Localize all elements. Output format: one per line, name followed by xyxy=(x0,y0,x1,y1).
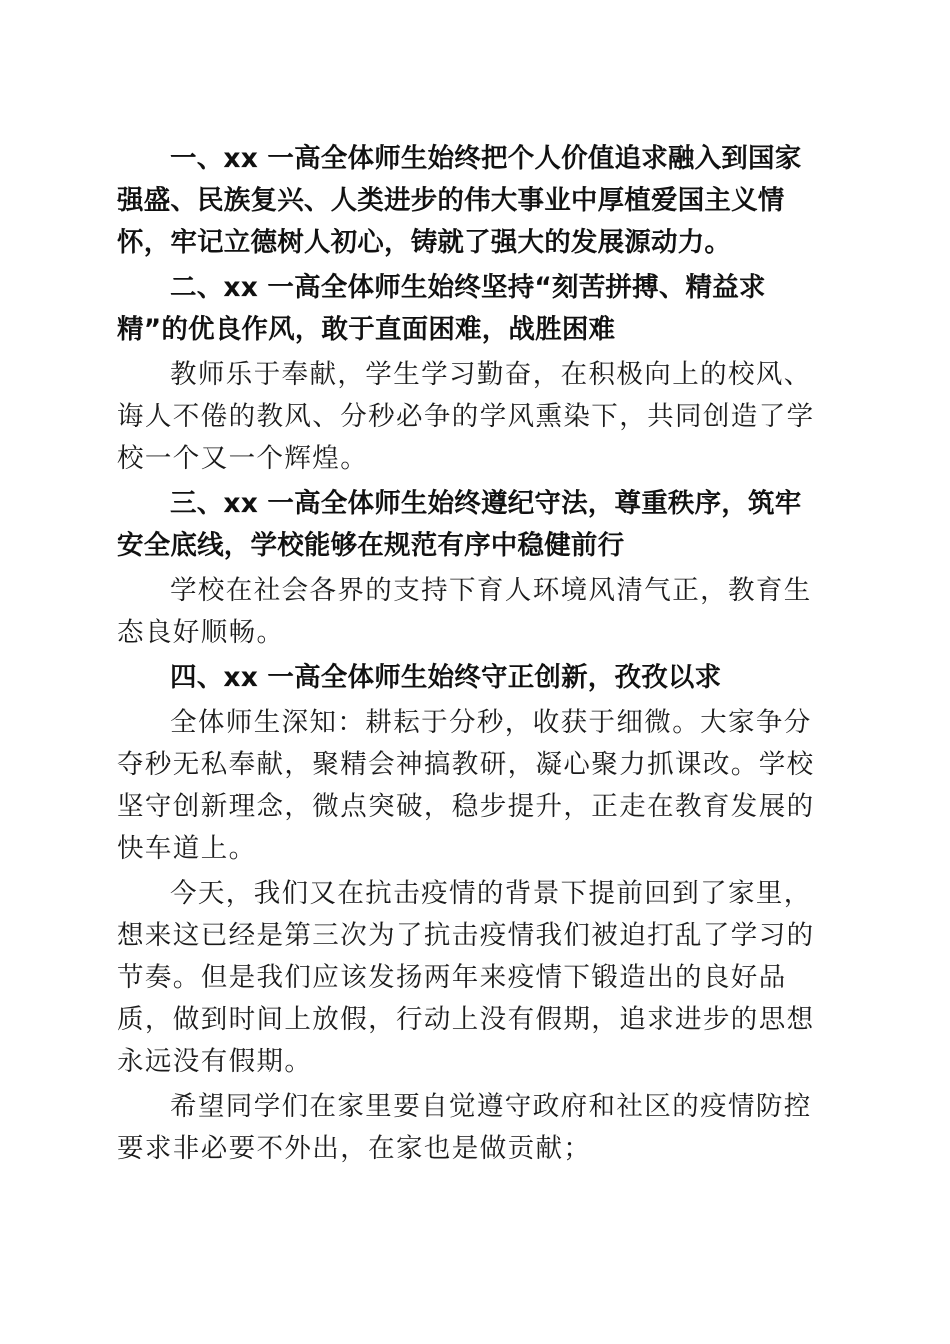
body-paragraph: 学校在社会各界的支持下育人环境风清气正，教育生态良好顺畅。 xyxy=(117,575,812,648)
document-body xyxy=(117,138,827,1173)
section-heading-3: 三、xx 一高全体师生始终遵纪守法，尊重秩序，筑牢安全底线，学校能够在规范有序中稳健前行 xyxy=(117,488,802,561)
section-heading-2: 二、xx 一高全体师生始终坚持“刻苦拼搏、精益求精”的优良作风，敢于直面困难，战胜困难 xyxy=(117,272,766,345)
section-heading-4: 四、xx 一高全体师生始终守正创新，孜孜以求 xyxy=(170,662,722,693)
body-paragraph: 全体师生深知：耕耘于分秒，收获于细微。大家争分夺秒无私奉献，聚精会神搞教研，凝心聚力抓课改。学校坚守创新理念，微点突破，稳步提升，正走在教育发展的快车道上。 xyxy=(117,707,815,864)
body-paragraph: 今天，我们又在抗击疫情的背景下提前回到了家里，想来这已经是第三次为了抗击疫情我们被迫打乱了学习的节奏。但是我们应该发扬两年来疫情下锻造出的良好品质，做到时间上放假，行动上没有假期，追求进步的思想永远没有假期。 xyxy=(117,878,815,1077)
body-paragraph: 希望同学们在家里要自觉遵守政府和社区的疫情防控要求非必要不外出，在家也是做贡献； xyxy=(117,1091,812,1164)
body-paragraph: 教师乐于奉献，学生学习勤奋，在积极向上的校风、诲人不倦的教风、分秒必争的学风熏染下，共同创造了学校一个又一个辉煌。 xyxy=(117,359,815,474)
section-heading-1: 一、xx 一高全体师生始终把个人价值追求融入到国家强盛、民族复兴、人类进步的伟大事业中厚植爱国主义情怀，牢记立德树人初心，铸就了强大的发展源动力。 xyxy=(117,143,802,258)
